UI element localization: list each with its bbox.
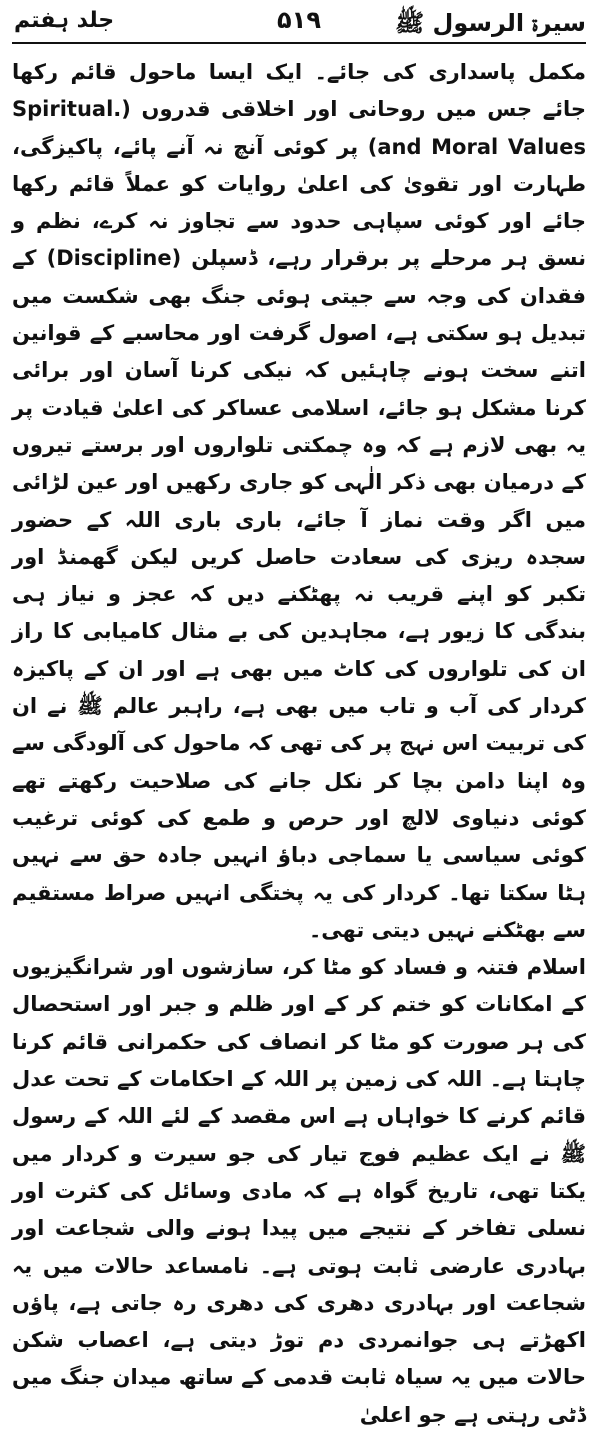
body-text bbox=[12, 54, 586, 1434]
running-header bbox=[12, 0, 586, 46]
volume-label: جلد ہفتم bbox=[14, 8, 115, 33]
paragraph-1: مکمل پاسداری کی جائے۔ ایک ایسا ماحول قائم رکھا جائے جس میں روحانی اور اخلاقی قدروں (Spiritual. and Moral Values) پر کوئی آنچ نہ آنے پائے، پاکیزگی، طہارت اور تقویٰ کی اعلیٰ روایات کو عملاً قائم رکھا جائے اور کوئی سپاہی حدود سے تجاوز نہ کرے، نظم و نسق ہر مرحلے پر برقرار رہے، ڈسپلن (Discipline) کے فقدان کی وجہ سے جیتی ہوئی جنگ بھی شکست میں تبدیل ہو سکتی ہے، اصول گرفت اور محاسبے کے قوانین اتنے سخت ہونے چاہئیں کہ نیکی کرنا آسان اور برائی کرنا مشکل ہو جائے، اسلامی عساکر کی اعلیٰ قیادت پر یہ بھی لازم ہے کہ وہ چمکتی تلواروں اور برستے تیروں کے درمیان بھی ذکر الٰہی کو جاری رکھیں اور عین لڑائی میں اگر وقت نماز آ جائے، باری باری اللہ کے حضور سجدہ ریزی کی سعادت حاصل کریں لیکن گھمنڈ اور تکبر کو اپنے قریب نہ پھٹکنے دیں کہ عجز و نیاز ہی بندگی کا زیور ہے، مجاہدین کی بے مثال کامیابی کا راز ان کی تلواروں کی کاٹ میں بھی ہے اور ان کے پاکیزہ کردار کی آب و تاب میں بھی ہے، راہبر عالم ﷺ نے ان کی تربیت اس نہج پر کی تھی کہ ماحول کی آلودگی سے وہ اپنا دامن بچا کر نکل جانے کی صلاحیت رکھتے تھے کوئی دنیاوی لالچ اور حرص و طمع کی کوئی ترغیب کوئی سیاسی یا سماجی دباؤ انہیں جادہ حق سے نہیں ہٹا سکتا تھا۔ کردار کی یہ پختگی انہیں صراط مستقیم سے بھٹکنے نہیں دیتی تھی۔ bbox=[12, 60, 586, 942]
paragraph-2: اسلام فتنہ و فساد کو مٹا کر، سازشوں اور شرانگیزیوں کے امکانات کو ختم کر کے اور ظلم و جبر اور استحصال کی ہر صورت کو مٹا کر انصاف کی حکمرانی قائم کرنا چاہتا ہے۔ اللہ کی زمین پر اللہ کے احکامات کے تحت عدل قائم کرنے کا خواہاں ہے اس مقصد کے لئے اللہ کے رسول ﷺ نے ایک عظیم فوج تیار کی جو سیرت و کردار میں یکتا تھی، تاریخ گواہ ہے کہ مادی وسائل کی کثرت اور نسلی تفاخر کے نتیجے میں پیدا ہونے والی شجاعت اور بہادری عارضی ثابت ہوتی ہے۔ نامساعد حالات میں یہ شجاعت اور بہادری دھری کی دھری رہ جاتی ہے، پاؤں اکھڑتے ہی جوانمردی دم توڑ دیتی ہے، اعصاب شکن حالات میں یہ سیاہ ثابت قدمی کے ساتھ میدان جنگ میں ڈٹی رہتی ہے جو اعلیٰ bbox=[12, 955, 586, 1427]
header-rule bbox=[12, 42, 586, 44]
page-number: ۵۱۹ bbox=[277, 6, 321, 34]
book-title: سیرۃ الرسول ﷺ bbox=[395, 9, 586, 37]
